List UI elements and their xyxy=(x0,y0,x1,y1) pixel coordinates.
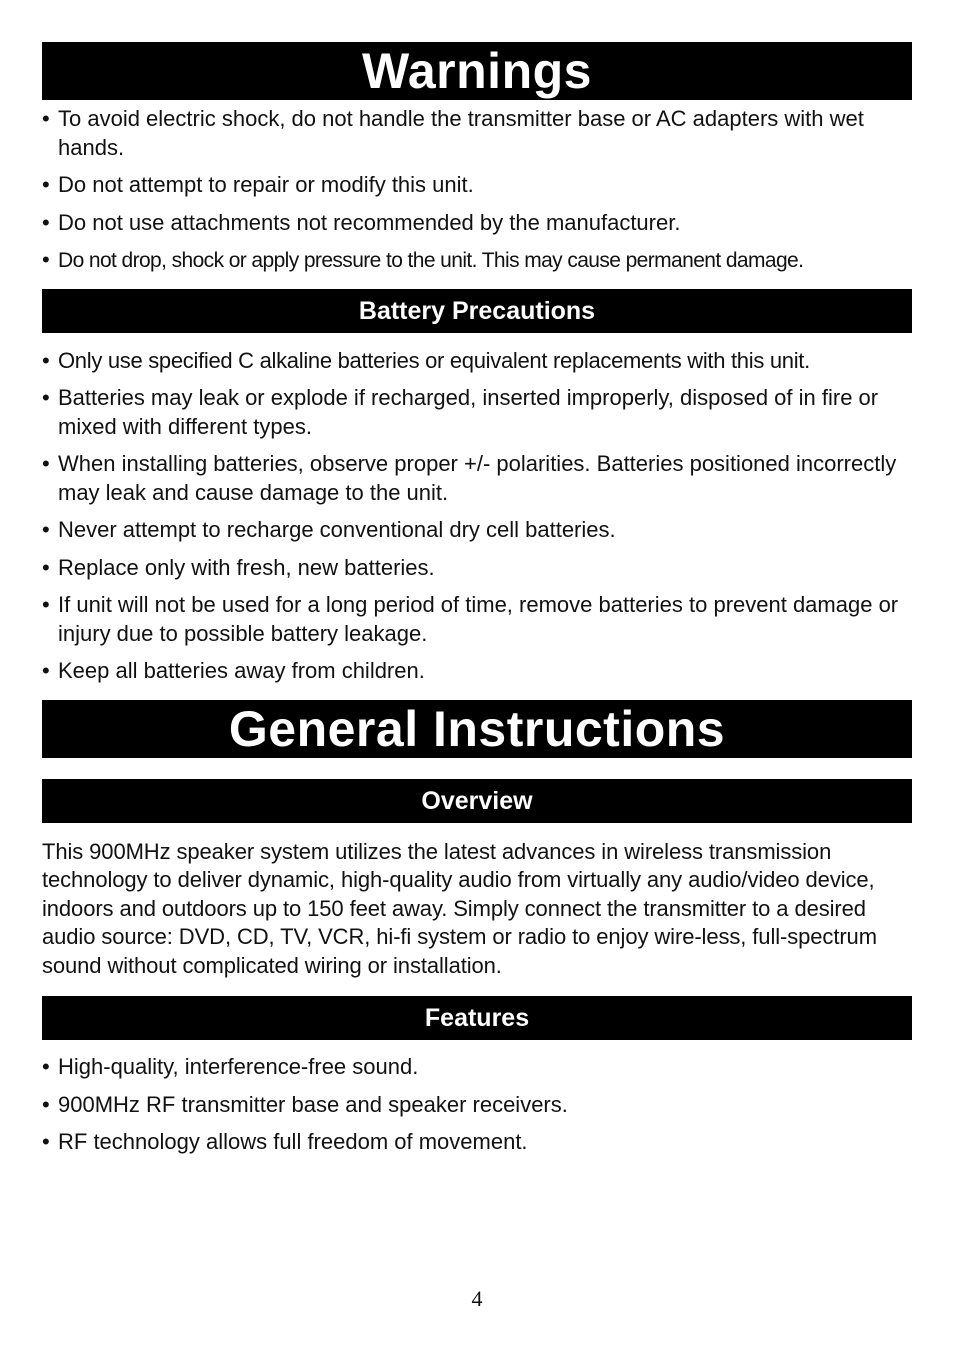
list-item xyxy=(42,591,912,648)
list-item xyxy=(42,347,912,376)
warnings-heading: Warnings xyxy=(42,42,912,100)
battery-precautions-heading: Battery Precautions xyxy=(42,289,912,333)
bullet-icon: • xyxy=(42,347,50,373)
warning-text: Do not use attachments not recommended by the manufacturer. xyxy=(58,209,681,235)
list-item xyxy=(42,554,912,583)
list-item xyxy=(42,384,912,441)
warning-text: Do not drop, shock or apply pressure to the unit. This may cause permanent damage. xyxy=(58,249,804,272)
feature-text: High-quality, interference-free sound. xyxy=(58,1054,419,1079)
list-item xyxy=(42,516,912,545)
list-item xyxy=(42,1128,912,1157)
precaution-text: Batteries may leak or explode if recharged, inserted improperly, disposed of in fire or mixed with different types. xyxy=(58,385,879,439)
bullet-icon: • xyxy=(42,592,50,617)
precaution-text: Never attempt to recharge conventional dry cell batteries. xyxy=(58,517,616,542)
precaution-text: Only use specified C alkaline batteries or equivalent replacements with this unit. xyxy=(58,347,810,373)
list-item xyxy=(42,1053,912,1082)
list-item xyxy=(42,657,912,686)
precaution-text: Replace only with fresh, new batteries. xyxy=(58,554,435,580)
precaution-text: When installing batteries, observe proper +/- polarities. Batteries positioned incorrectly may leak and cause damage to the unit. xyxy=(58,451,897,505)
warnings-list xyxy=(42,105,912,276)
overview-heading: Overview xyxy=(42,779,912,823)
feature-text: 900MHz RF transmitter base and speaker receivers. xyxy=(58,1091,568,1117)
bullet-icon: • xyxy=(42,209,50,235)
bullet-icon: • xyxy=(42,247,50,272)
bullet-icon: • xyxy=(42,1054,50,1079)
bullet-icon: • xyxy=(42,451,50,476)
list-item xyxy=(42,171,912,200)
list-item xyxy=(42,209,912,238)
list-item xyxy=(42,450,912,507)
overview-paragraph: This 900MHz speaker system utilizes the latest advances in wireless transmission technology to deliver dynamic, high-quality audio from virtually any audio/video device, indoors and outdoors up to 150 feet away. Simply connect the transmitter to a desired audio source: DVD, CD, TV, VCR, hi-fi system or radio to enjoy wire-less, full-spectrum sound without complicated wiring or installation. xyxy=(42,838,877,978)
precaution-text: If unit will not be used for a long period of time, remove batteries to prevent damage or injury due to possible battery leakage. xyxy=(58,592,899,646)
features-heading: Features xyxy=(42,996,912,1040)
bullet-icon: • xyxy=(42,385,50,410)
warning-text: To avoid electric shock, do not handle the transmitter base or AC adapters with wet hands. xyxy=(58,106,864,160)
feature-text: RF technology allows full freedom of movement. xyxy=(58,1129,528,1154)
bullet-icon: • xyxy=(42,172,50,197)
list-item xyxy=(42,105,912,162)
bullet-icon: • xyxy=(42,517,50,542)
general-instructions-heading: General Instructions xyxy=(42,700,912,758)
bullet-icon: • xyxy=(42,554,50,580)
list-item xyxy=(42,246,912,276)
bullet-icon: • xyxy=(42,1129,50,1154)
battery-precautions-list xyxy=(42,347,912,686)
features-list xyxy=(42,1053,912,1157)
manual-page xyxy=(42,42,912,1157)
page-number: 4 xyxy=(471,1286,483,1311)
list-item xyxy=(42,1091,912,1120)
bullet-icon: • xyxy=(42,106,50,131)
bullet-icon: • xyxy=(42,1091,50,1117)
bullet-icon: • xyxy=(42,658,50,683)
precaution-text: Keep all batteries away from children. xyxy=(58,658,425,683)
warning-text: Do not attempt to repair or modify this unit. xyxy=(58,172,474,197)
